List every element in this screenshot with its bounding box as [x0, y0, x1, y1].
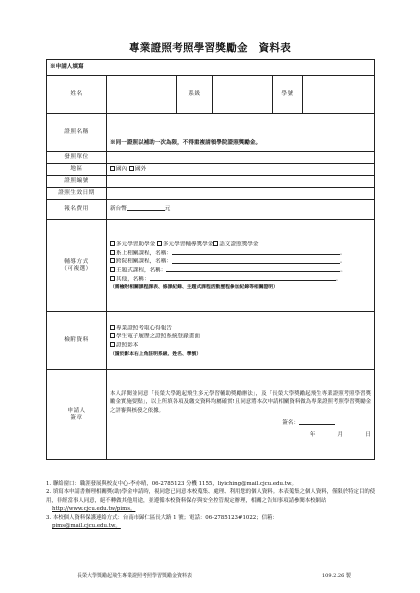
section-header: ※申請人填寫: [47, 60, 375, 76]
support-option-7: 其他，名稱：: [116, 276, 150, 283]
support-line-6[interactable]: [166, 267, 340, 272]
name-field[interactable]: [107, 76, 177, 114]
notes-section: [46, 480, 378, 530]
attachment-option-1: 專業證照考取心得報告: [116, 325, 172, 331]
page-title: 專業證照考照學習獎勵金 資料表: [129, 42, 291, 54]
attachment-row-2: [110, 333, 371, 340]
issue-date-field[interactable]: [107, 188, 375, 200]
date-month-label: 月: [337, 432, 344, 439]
support-option-6: 主題式課程，名稱：: [116, 267, 167, 274]
support-checkbox-3[interactable]: [213, 241, 218, 246]
declaration-cell: [107, 370, 375, 460]
declaration-text: 本人詳閱並同意「長榮大學跑起飛生多元學習輔助獎勵辦法」，及「長榮大學獎勵起飛生專業證照考照學習獎勵金實施要點」，以上所填各項及繳交資料均屬確實!且同意將本次申請相關資料做為專業證照考照學習獎勵金之評審與核發之依據。: [110, 390, 372, 414]
support-row-dept-course: 系上相關課程，名稱： 。: [110, 250, 371, 257]
support-option-3: 語文證照獎學金: [219, 241, 259, 248]
attachment-checkbox-1[interactable]: [110, 325, 115, 330]
support-option-5: 跨院相關課程，名稱：: [116, 258, 172, 265]
name-label: 姓名: [47, 76, 107, 114]
region-foreign-label: 國外: [134, 166, 147, 173]
support-checkbox-1[interactable]: [110, 241, 115, 246]
signature-line[interactable]: [110, 420, 371, 427]
issuer-field[interactable]: [107, 152, 375, 164]
fee-field[interactable]: [107, 200, 375, 220]
student-id-label: 學號: [273, 76, 303, 114]
support-checkbox-4[interactable]: [110, 250, 115, 255]
fee-label: 報名費用: [47, 200, 107, 220]
footer-version: 109.2.26 製: [322, 573, 351, 579]
region-domestic-label: 國內: [116, 166, 128, 173]
issuer-label: 發照單位: [47, 152, 107, 164]
applicant-label: [47, 370, 107, 460]
cert-no-field[interactable]: [107, 176, 375, 188]
support-checkbox-7[interactable]: [110, 276, 115, 281]
support-option-2: 多元學習輔導獎學金: [162, 241, 214, 248]
fee-prefix: 新台幣: [110, 206, 127, 212]
support-row-theme-course: 主題式課程，名稱： 。: [110, 267, 371, 274]
support-option-1: 多元學習助學金: [116, 241, 156, 248]
support-line-7[interactable]: [150, 276, 336, 281]
department-label: 系級: [177, 76, 213, 114]
cert-notice: ※同一證照以補助一次為限，不得重複請領學院證照獎勵金。: [110, 140, 262, 147]
support-option-4: 系上相關課程，名稱：: [116, 250, 172, 256]
note-2-link[interactable]: http://www.cjcu.edu.tw/pims。: [52, 506, 136, 513]
cert-name-label: 證照名稱: [47, 114, 107, 152]
support-label: [47, 220, 107, 312]
note-3-email[interactable]: pims@mail.cjcu.edu.tw。: [52, 522, 121, 529]
support-label-note: （可複選）: [61, 265, 92, 272]
student-id-field[interactable]: [303, 76, 375, 114]
support-row-cross-course: 跨院相關課程，名稱： 。: [110, 258, 371, 265]
date-year-label: 年: [309, 432, 316, 439]
support-line-4[interactable]: [172, 250, 340, 255]
attachment-row-3: [110, 342, 371, 349]
support-note: （需檢附相關課程課表、修課紀錄、主題式課程活動歷程參加紀錄等相關證明）: [110, 284, 278, 291]
support-checkbox-6[interactable]: [110, 267, 115, 272]
signature-field[interactable]: [299, 420, 335, 425]
signature-label: 簽名：: [282, 420, 300, 427]
attachment-row-1: [110, 325, 371, 332]
support-row-scholarships: [110, 241, 371, 248]
attachment-checkbox-2[interactable]: [110, 333, 115, 338]
fee-amount-line[interactable]: [127, 206, 165, 211]
region-options: [107, 164, 375, 176]
note-3: 3. 本校個人資料保護連絡方式：台南市歸仁區長大路 1 號；電話：06-2785123#1022；信箱：: [46, 514, 278, 521]
applicant-sign-label: 簽章: [70, 414, 83, 421]
footer-form-name: 長榮大學獎勵起飛生專業證照考照學習獎勵金資料表: [77, 573, 193, 579]
region-foreign-checkbox[interactable]: [129, 166, 134, 171]
support-options: [107, 220, 375, 312]
date-day-label: 日: [365, 432, 372, 439]
note-2: 2. 填寫本申請書辦理相關獎(助)學金申請時，視同您已同意本校蒐集、處理、利用您的個人資料。本表蒐集之個人資料，僅限於特定目的使用，非經當事人同意，絕不轉做其他用途，並遵循本校資料保存與安全控管規定辦理，相關之告知事項請參閱本校網站: [46, 489, 376, 504]
applicant-label-text: 申請人: [67, 407, 86, 414]
attachments-label: 檢附資料: [47, 312, 107, 370]
support-line-5[interactable]: [172, 259, 340, 264]
issue-date-label: 證照生效日期: [47, 188, 107, 200]
support-checkbox-2[interactable]: [157, 241, 162, 246]
support-label-text: 輔導方式: [64, 258, 89, 265]
cert-name-field[interactable]: [107, 114, 375, 152]
department-field[interactable]: [213, 76, 273, 114]
note-1: 1. 聯絡窗口：職涯發展與校友中心-李亦晴，06-2785123 分機 1155，liyiching@mail.cjcu.edu.tw。: [46, 481, 297, 487]
support-row-other: 其他，名稱： 。: [110, 276, 371, 283]
cert-no-label: 證照編號: [47, 176, 107, 188]
fee-suffix: 元: [164, 206, 171, 212]
support-checkbox-5[interactable]: [110, 258, 115, 263]
attachment-checkbox-3[interactable]: [110, 342, 115, 347]
date-line: [110, 432, 371, 439]
attachment-options: [107, 312, 375, 370]
attachment-option-3: 證照影本: [116, 342, 139, 349]
region-domestic-checkbox[interactable]: [110, 166, 115, 171]
application-form: [46, 59, 375, 460]
region-label: 地區: [47, 164, 107, 176]
attachment-note: （請於影本右上角註明系級、姓名、學號）: [110, 350, 202, 357]
attachment-option-2: 學生電子履歷之證照系統登錄畫面: [116, 333, 200, 340]
